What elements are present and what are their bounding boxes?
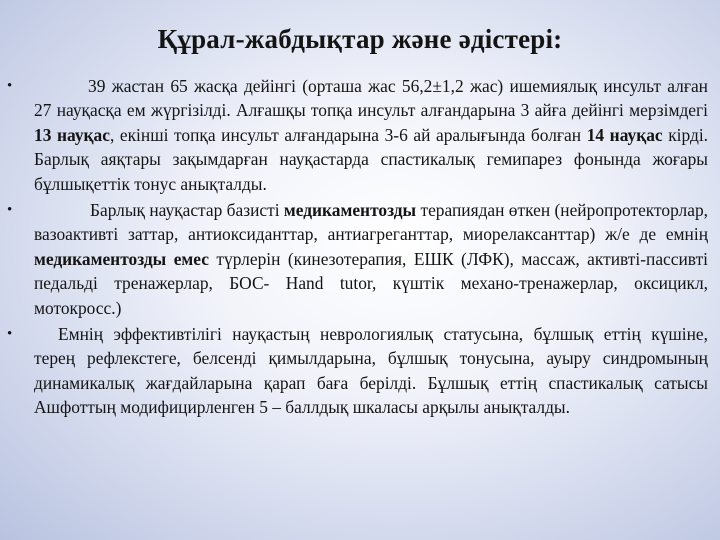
bullet-list	[0, 74, 720, 420]
bullet-dot-icon: •	[7, 202, 13, 219]
bullet-text: терапиядан өткен (нейропротекторлар, вазоактивті заттар, антиоксиданттар, антиагреганттар, миорелаксанттар) ж/е де емнің	[34, 200, 708, 245]
bullet-text: Барлық науқастар базисті	[90, 200, 284, 221]
bullet-bold-text: медикаментозды	[283, 200, 417, 221]
bullet-item-therapy	[0, 198, 720, 320]
bullet-bold-text: 13 науқас	[34, 124, 110, 145]
bullet-text: кірді. Барлық аяқтары зақымдарған науқастарда спастикалық гемипарез фонында жоғары бұлшықеттік тонус анықталды.	[34, 124, 709, 194]
bullet-bold-text: 14 науқас	[586, 124, 663, 145]
bullet-bold-text: медикаментозды емес	[34, 248, 209, 269]
bullet-dot-icon: •	[7, 78, 13, 94]
bullet-text: Емнің эффективтілігі науқастың неврологиялық статусына, бұлшық еттің күшіне, терең рефлекстеге, белсенді қимылдарына, бұлшық тонусына, ауыру синдромының динамикалық жағдайларына қарап баға берілді. Бұлшық еттің спастикалық сатысы Ашфоттың модифицирленген 5 – баллдық шкаласы арқылы анықталды.	[34, 324, 708, 418]
bullet-item-participants	[0, 74, 720, 196]
bullet-text: 39 жастан 65 жасқа дейінгі (орташа жас 56,2±1,2 жас) ишемиялық инсульт алған 27 науқасқа ем жүргізілді. Алғашқы топқа инсульт алғандарына 3 айға дейінгі мерзімдегі	[34, 76, 708, 121]
bullet-text: түрлерін (кинезотерапия, ЕШК (ЛФК), массаж, активті-пассивті педальді тренажерлар, БОС- Hand tutor, күштік механо-тренажерлар, оксицикл, мотокросс.)	[34, 248, 708, 318]
bullet-text: , екінші топқа инсульт алғандарына 3-6 ай аралығында болған	[109, 124, 587, 145]
bullet-item-evaluation	[0, 322, 720, 420]
bullet-dot-icon: •	[7, 326, 13, 343]
slide-title: Құрал-жабдықтар және әдістері:	[157, 24, 563, 54]
